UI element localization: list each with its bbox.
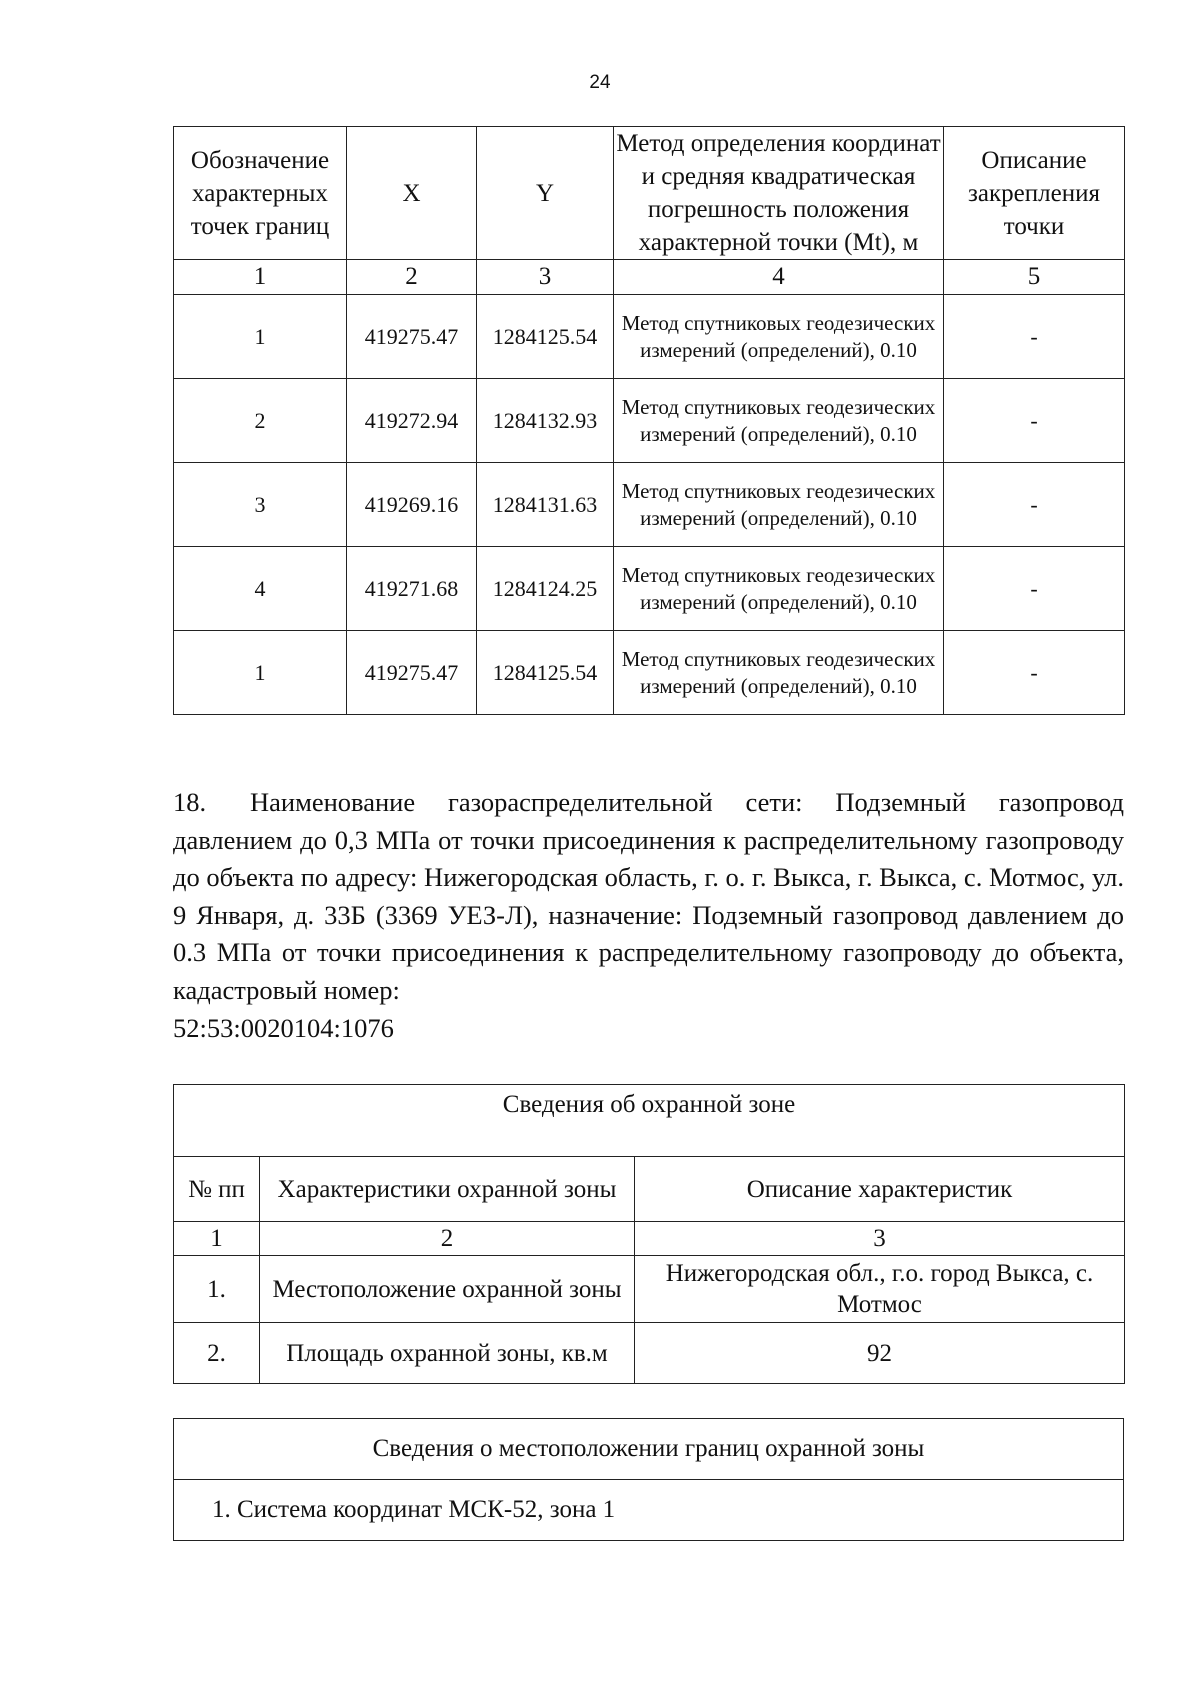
method-cell: Метод спутниковых геодезических измерений (определений), 0.10 bbox=[614, 295, 944, 379]
column-number: 3 bbox=[635, 1222, 1125, 1256]
zone-table-title: Сведения об охранной зоне bbox=[174, 1085, 1125, 1157]
table-row bbox=[174, 379, 1125, 463]
table-row bbox=[174, 463, 1125, 547]
row-number: 2. bbox=[174, 1323, 260, 1384]
column-number: 1 bbox=[174, 1222, 260, 1256]
header-number: № пп bbox=[174, 1157, 260, 1222]
description-cell: - bbox=[944, 463, 1125, 547]
boundaries-table bbox=[173, 1418, 1124, 1541]
column-number: 2 bbox=[260, 1222, 635, 1256]
method-cell: Метод спутниковых геодезических измерений (определений), 0.10 bbox=[614, 631, 944, 715]
cadastral-number: 52:53:0020104:1076 bbox=[173, 1012, 394, 1043]
column-number: 5 bbox=[944, 260, 1125, 295]
y-cell: 1284131.63 bbox=[477, 463, 614, 547]
header-description: Описание закрепления точки bbox=[944, 127, 1125, 260]
page-number: 24 bbox=[589, 72, 611, 93]
characteristic-description-cell: Нижегородская обл., г.о. город Выкса, с. Мотмос bbox=[635, 1256, 1125, 1323]
row-number: 1. bbox=[174, 1256, 260, 1323]
header-y: Y bbox=[477, 127, 614, 260]
characteristic-cell: Местоположение охранной зоны bbox=[260, 1256, 635, 1323]
y-cell: 1284125.54 bbox=[477, 295, 614, 379]
protection-zone-table bbox=[173, 1084, 1125, 1384]
characteristic-cell: Площадь охранной зоны, кв.м bbox=[260, 1323, 635, 1384]
bounds-table-title: Сведения о местоположении границ охранной зоны bbox=[174, 1419, 1124, 1480]
header-characteristic-description: Описание характеристик bbox=[635, 1157, 1125, 1222]
bounds-item-row bbox=[174, 1480, 1124, 1541]
table-row bbox=[174, 295, 1125, 379]
section-paragraph bbox=[173, 784, 1124, 1047]
table-row bbox=[174, 1256, 1125, 1323]
coordinate-system-item: 1. Система координат МСК-52, зона 1 bbox=[174, 1480, 1124, 1541]
zone-header-row bbox=[174, 1157, 1125, 1222]
method-cell: Метод спутниковых геодезических измерений (определений), 0.10 bbox=[614, 379, 944, 463]
column-number-row bbox=[174, 260, 1125, 295]
x-cell: 419271.68 bbox=[347, 547, 477, 631]
description-cell: - bbox=[944, 379, 1125, 463]
point-cell: 1 bbox=[174, 295, 347, 379]
header-x: X bbox=[347, 127, 477, 260]
column-number: 4 bbox=[614, 260, 944, 295]
x-cell: 419275.47 bbox=[347, 295, 477, 379]
x-cell: 419269.16 bbox=[347, 463, 477, 547]
y-cell: 1284132.93 bbox=[477, 379, 614, 463]
description-cell: - bbox=[944, 547, 1125, 631]
header-method: Метод определения координат и средняя квадратическая погрешность положения характерной точки (Mt), м bbox=[614, 127, 944, 260]
point-cell: 2 bbox=[174, 379, 347, 463]
column-number: 1 bbox=[174, 260, 347, 295]
coordinates-table bbox=[173, 126, 1125, 715]
point-cell: 1 bbox=[174, 631, 347, 715]
method-cell: Метод спутниковых геодезических измерений (определений), 0.10 bbox=[614, 463, 944, 547]
characteristic-description-cell: 92 bbox=[635, 1323, 1125, 1384]
point-cell: 3 bbox=[174, 463, 347, 547]
table-row bbox=[174, 631, 1125, 715]
column-number: 2 bbox=[347, 260, 477, 295]
header-point-designation: Обозначение характерных точек границ bbox=[174, 127, 347, 260]
x-cell: 419272.94 bbox=[347, 379, 477, 463]
column-number-row bbox=[174, 1222, 1125, 1256]
y-cell: 1284125.54 bbox=[477, 631, 614, 715]
column-number: 3 bbox=[477, 260, 614, 295]
x-cell: 419275.47 bbox=[347, 631, 477, 715]
section-text: Наименование газораспределительной сети: Подземный газопровод давлением до 0,3 МПа от точки присоединения к распределительному газопроводу до объекта по адресу: Нижегородская область, г. о. г. Выкса, г. Выкса, с. Мотмос, ул. 9 Января, д. 33Б (3369 УЕЗ-Л), назначение: Подземный газопровод давлением до 0.3 МПа от точки присоединения к распределительному газопроводу до объекта, кадастровый номер: bbox=[173, 787, 1124, 1005]
table-row bbox=[174, 1323, 1125, 1384]
zone-title-row bbox=[174, 1085, 1125, 1157]
y-cell: 1284124.25 bbox=[477, 547, 614, 631]
header-characteristic: Характеристики охранной зоны bbox=[260, 1157, 635, 1222]
coordinates-header-row bbox=[174, 127, 1125, 260]
point-cell: 4 bbox=[174, 547, 347, 631]
table-row bbox=[174, 547, 1125, 631]
bounds-title-row bbox=[174, 1419, 1124, 1480]
method-cell: Метод спутниковых геодезических измерений (определений), 0.10 bbox=[614, 547, 944, 631]
section-number: 18. bbox=[173, 787, 207, 817]
description-cell: - bbox=[944, 631, 1125, 715]
description-cell: - bbox=[944, 295, 1125, 379]
